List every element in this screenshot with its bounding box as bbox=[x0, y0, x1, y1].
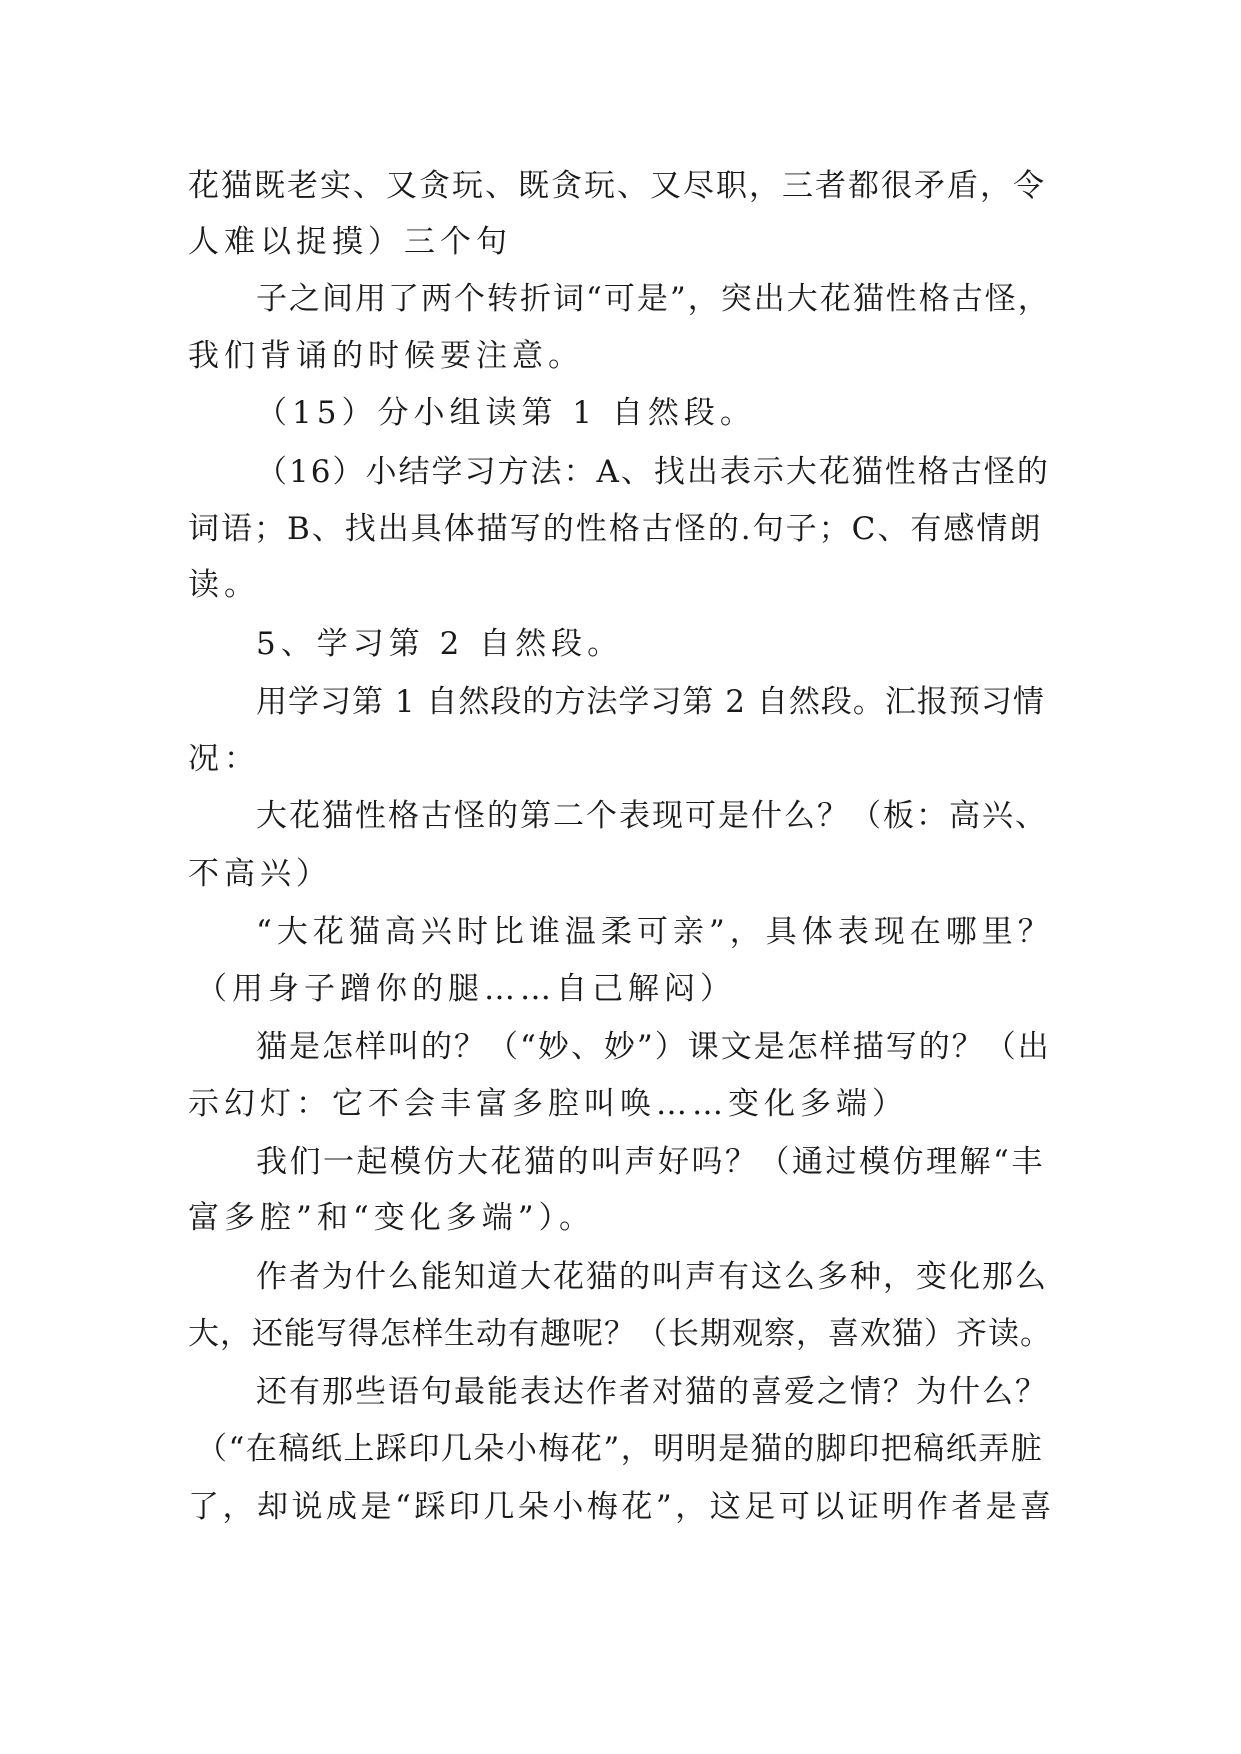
text-line: （“在稿纸上踩印几朵小梅花”，明明是猫的脚印把稿纸弄脏 bbox=[196, 1431, 1044, 1467]
text-line: 况： bbox=[188, 741, 260, 777]
text-line: 我们一起模仿大花猫的叫声好吗？（通过模仿理解“丰 bbox=[256, 1144, 1045, 1180]
text-line: 大，还能写得怎样生动有趣呢？（长期观察，喜欢猫）齐读。 bbox=[188, 1316, 1052, 1352]
text-line: 示幻灯：它不会丰富多腔叫唤……变化多端） bbox=[188, 1086, 908, 1122]
text-line: 人难以捉摸）三个句 bbox=[188, 224, 512, 260]
text-line: （15）分小组读第 1 自然段。 bbox=[256, 395, 756, 431]
text-line: （16）小结学习方法：A、找出表示大花猫性格古怪的 bbox=[256, 454, 1050, 490]
text-line: 我们背诵的时候要注意。 bbox=[188, 338, 584, 374]
text-line: 大花猫性格古怪的第二个表现可是什么？（板：高兴、 bbox=[256, 798, 1048, 834]
text-line: 5、学习第 2 自然段。 bbox=[256, 626, 624, 662]
text-line: 富多腔”和“变化多端”）。 bbox=[188, 1200, 596, 1236]
text-line: 用学习第 1 自然段的方法学习第 2 自然段。汇报预习情 bbox=[256, 684, 1045, 720]
text-line: 作者为什么能知道大花猫的叫声有这么多种，变化那么 bbox=[256, 1259, 1048, 1295]
text-line: 猫是怎样叫的？（“妙、妙”）课文是怎样描写的？（出 bbox=[256, 1029, 1051, 1065]
text-line: 了，却说成是“踩印几朵小梅花”，这足可以证明作者是喜 bbox=[188, 1489, 1055, 1525]
text-line: 子之间用了两个转折词“可是”，突出大花猫性格古怪， bbox=[256, 281, 1051, 317]
text-line: “大花猫高兴时比谁温柔可亲”，具体表现在哪里？ bbox=[256, 914, 1054, 950]
text-line: 词语；B、找出具体描写的性格古怪的.句子；C、有感情朗 bbox=[188, 511, 1043, 547]
text-line: 花猫既老实、又贪玩、既贪玩、又尽职，三者都很矛盾，令 bbox=[188, 168, 1046, 204]
text-line: 读。 bbox=[188, 567, 260, 603]
text-line: 还有那些语句最能表达作者对猫的喜爱之情？为什么？ bbox=[256, 1374, 1048, 1410]
text-line: 不高兴） bbox=[188, 856, 332, 892]
text-line: （用身子蹭你的腿……自己解闷） bbox=[196, 971, 736, 1007]
